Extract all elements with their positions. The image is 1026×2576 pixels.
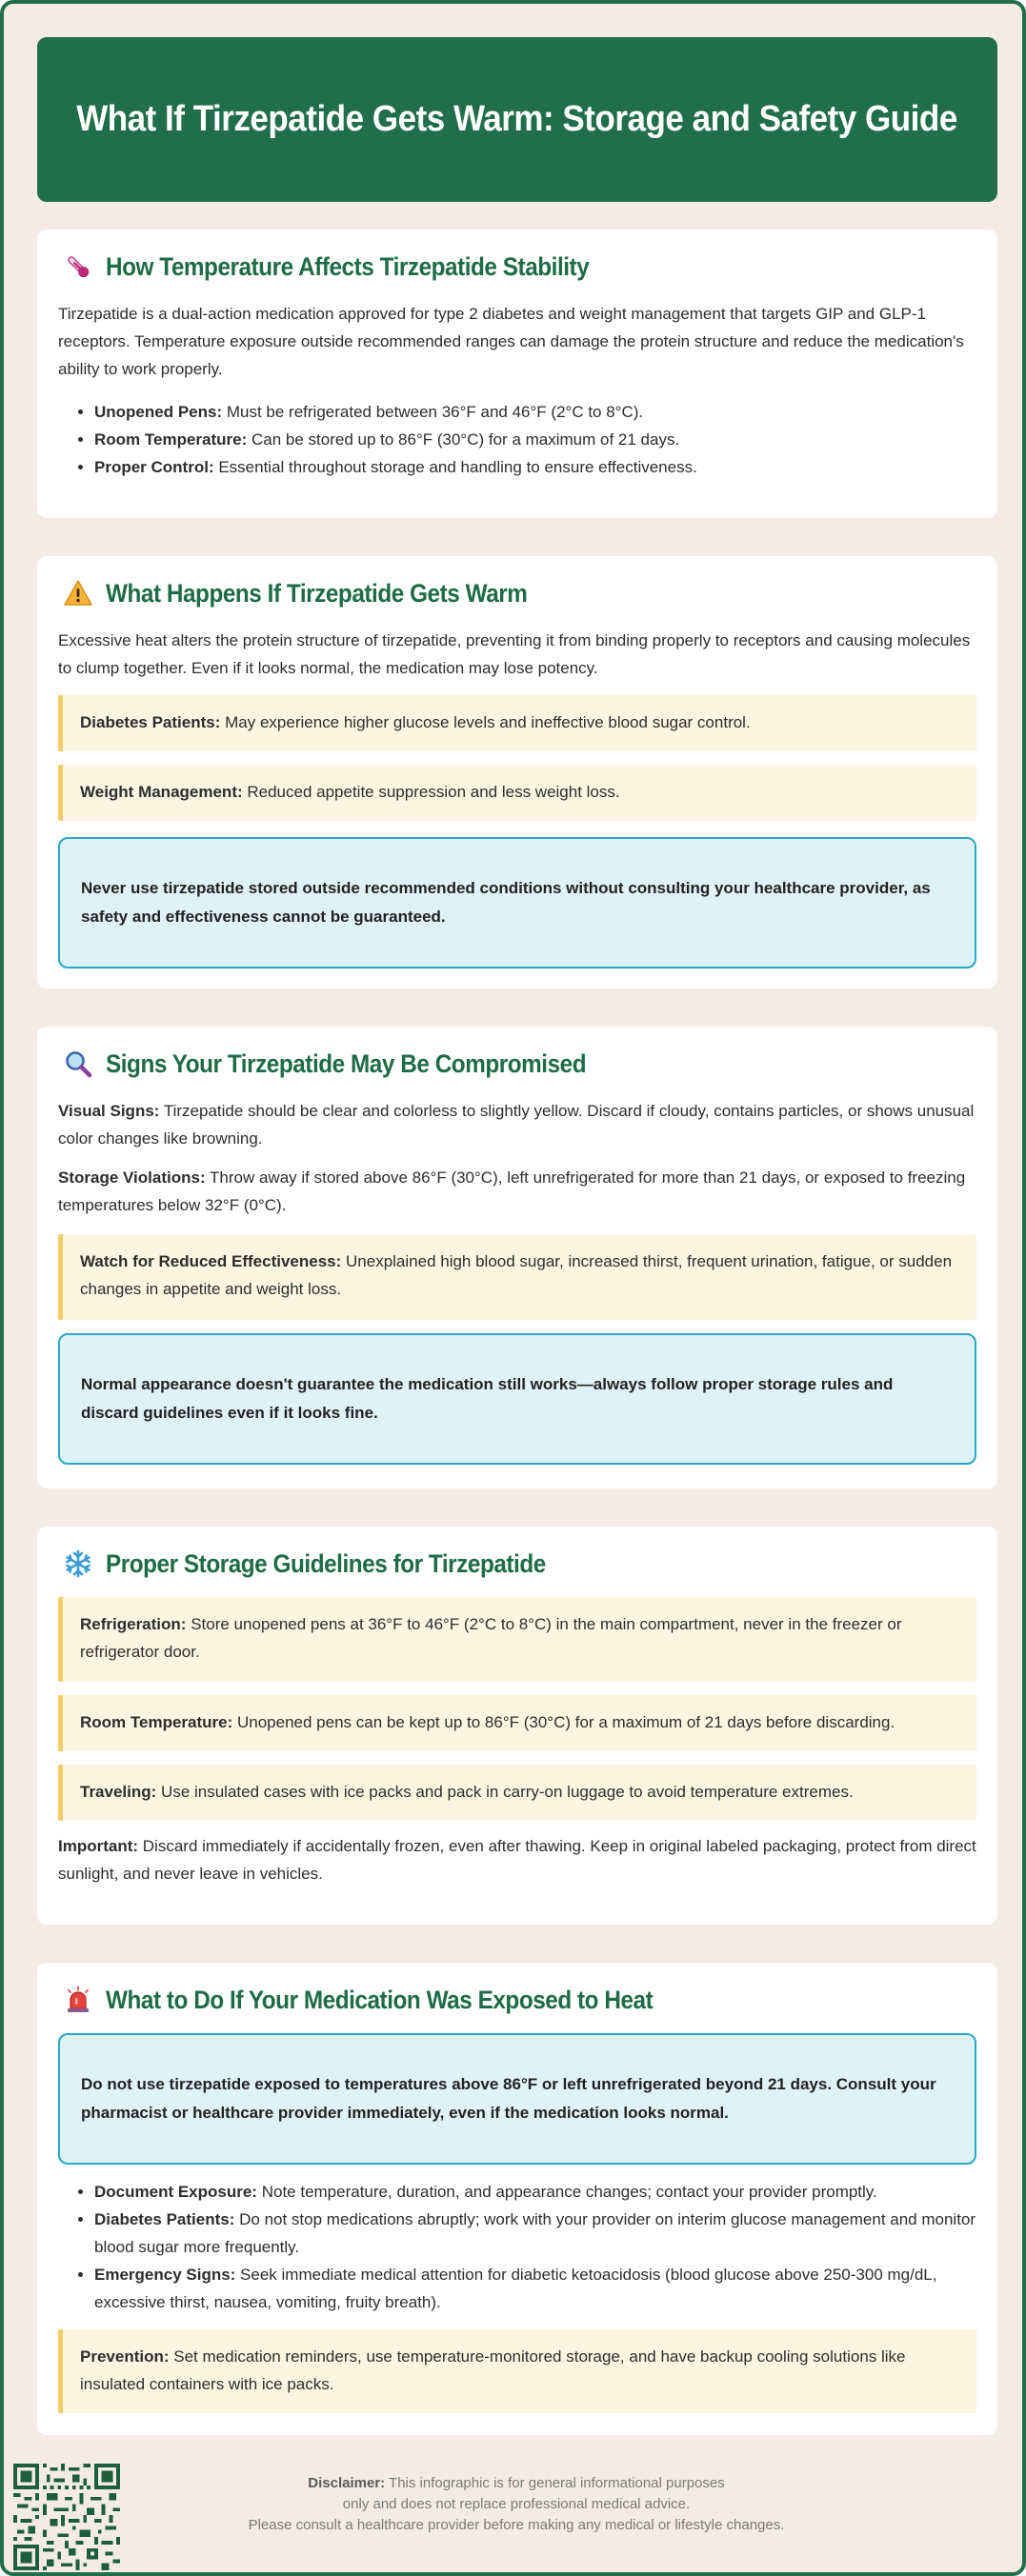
note-text: Never use tirzepatide stored outside recommended conditions without consulting your healthcare provider, as safety and effectiveness cannot be guaranteed. xyxy=(81,879,931,926)
disclaimer-line xyxy=(11,2473,1021,2494)
callout-text: Unexplained high blood sugar, increased thirst, frequent urination, fatigue, or sudden changes in appetite and weight loss. xyxy=(80,1252,953,1298)
section-title: How Temperature Affects Tirzepatide Stability xyxy=(106,251,590,281)
header-banner xyxy=(37,37,997,202)
list-item xyxy=(94,2261,976,2316)
callout-refrigeration xyxy=(58,1597,976,1682)
important-paragraph xyxy=(58,1832,976,1887)
callout-reduced-effectiveness xyxy=(58,1234,976,1320)
disclaimer-text: This infographic is for general informational purposes xyxy=(385,2475,725,2491)
para-text: Throw away if stored above 86°F (30°C), left unrefrigerated for more than 21 days, or exposed to freezing temperatures below 32°F (0°C). xyxy=(58,1168,966,1214)
item-text: Seek immediate medical attention for diabetic ketoacidosis (blood glucose above 250-300 mg/dL, excessive thirst, nausea, vomiting, fruity breath). xyxy=(94,2266,937,2311)
bullet-list xyxy=(58,2178,976,2316)
section-heat-exposure-actions xyxy=(37,1963,997,2435)
section-header xyxy=(58,252,976,281)
section-header xyxy=(58,1986,976,2014)
callout-prevention xyxy=(58,2329,976,2413)
thermometer-icon xyxy=(62,252,94,281)
item-label: Unopened Pens: xyxy=(94,403,223,421)
siren-icon xyxy=(62,1986,94,2014)
list-item xyxy=(94,426,976,453)
section-header xyxy=(58,1549,976,1578)
section-title: What Happens If Tirzepatide Gets Warm xyxy=(106,578,528,608)
note-text: Do not use tirzepatide exposed to temperatures above 86°F or left unrefrigerated beyond 21 days. Consult your pharmacist or healthcare provider immediately, even if the medication looks normal. xyxy=(81,2075,936,2122)
item-text: Essential throughout storage and handling to ensure effectiveness. xyxy=(213,458,697,476)
item-label: Proper Control: xyxy=(94,458,214,476)
list-item xyxy=(94,453,976,481)
section-storage-guidelines xyxy=(37,1527,997,1925)
callout-label: Weight Management: xyxy=(80,783,243,801)
callout-text: Store unopened pens at 36°F to 46°F (2°C to 8°C) in the main compartment, never in the freezer or refrigerator door. xyxy=(80,1615,902,1661)
section-intro: Tirzepatide is a dual-action medication approved for type 2 diabetes and weight management that targets GIP and GLP-1 receptors. Temperature exposure outside recommended ranges can damage the protein structure and reduce the medication's ability to work properly. xyxy=(58,305,964,378)
para-label: Visual Signs: xyxy=(58,1102,160,1120)
section-signs-compromised xyxy=(37,1027,997,1488)
list-item xyxy=(94,2178,976,2206)
callout-text: Set medication reminders, use temperature-monitored storage, and have backup cooling solutions like insulated containers with ice packs. xyxy=(80,2347,906,2393)
item-label: Emergency Signs: xyxy=(94,2266,236,2284)
para-text: Tirzepatide should be clear and colorless to slightly yellow. Discard if cloudy, contains particles, or shows unusual color changes like browning. xyxy=(58,1102,975,1148)
footer xyxy=(11,2464,1021,2574)
page-title: What If Tirzepatide Gets Warm: Storage and Safety Guide xyxy=(76,99,958,139)
callout-label: Diabetes Patients: xyxy=(80,713,221,731)
disclaimer-label: Disclaimer: xyxy=(308,2475,386,2491)
list-item xyxy=(94,398,976,426)
safety-note xyxy=(58,837,976,968)
callout-label: Room Temperature: xyxy=(80,1713,233,1731)
callout-text: Use insulated cases with ice packs and pack in carry-on luggage to avoid temperature extremes. xyxy=(156,1783,854,1801)
callout-text: May experience higher glucose levels and ineffective blood sugar control. xyxy=(220,713,751,731)
section-temperature-stability xyxy=(37,230,997,518)
bullet-list xyxy=(58,398,976,481)
section-title: What to Do If Your Medication Was Exposed to Heat xyxy=(106,1985,654,2014)
disclaimer-line: only and does not replace professional medical advice. xyxy=(342,2496,691,2512)
callout-label: Refrigeration: xyxy=(80,1615,187,1633)
item-text: Can be stored up to 86°F (30°C) for a maximum of 21 days. xyxy=(247,430,680,449)
section-header xyxy=(58,579,976,608)
item-label: Document Exposure: xyxy=(94,2183,257,2201)
callout-label: Prevention: xyxy=(80,2347,170,2366)
callout-room-temperature xyxy=(58,1695,976,1751)
callout-diabetes-patients xyxy=(58,695,976,751)
paragraph-storage-violations xyxy=(58,1164,976,1219)
item-label: Diabetes Patients: xyxy=(94,2210,235,2228)
callout-label: Traveling: xyxy=(80,1783,157,1801)
disclaimer-line: Please consult a healthcare provider before making any medical or lifestyle changes. xyxy=(248,2517,785,2533)
appearance-note xyxy=(58,1333,976,1465)
callout-traveling xyxy=(58,1765,976,1821)
callout-weight-management xyxy=(58,765,976,821)
item-text: Do not stop medications abruptly; work with your provider on interim glucose management and monitor blood sugar more frequently. xyxy=(94,2210,976,2256)
section-intro: Excessive heat alters the protein structure of tirzepatide, preventing it from binding properly to receptors and causing molecules to clump together. Even if it looks normal, the medication may lose potency. xyxy=(58,631,971,677)
magnifier-icon xyxy=(62,1049,94,1078)
para-text: Discard immediately if accidentally frozen, even after thawing. Keep in original labeled packaging, protect from direct sunlight, and never leave in vehicles. xyxy=(58,1837,976,1883)
item-label: Room Temperature: xyxy=(94,430,248,449)
section-gets-warm xyxy=(37,556,997,988)
list-item xyxy=(94,2206,976,2261)
section-title: Signs Your Tirzepatide May Be Compromised xyxy=(106,1048,587,1078)
disclaimer xyxy=(11,2473,1021,2536)
section-title: Proper Storage Guidelines for Tirzepatide xyxy=(106,1548,546,1578)
callout-text: Reduced appetite suppression and less weight loss. xyxy=(242,783,620,801)
item-text: Must be refrigerated between 36°F and 46°F (2°C to 8°C). xyxy=(222,403,644,421)
callout-label: Watch for Reduced Effectiveness: xyxy=(80,1252,342,1270)
item-text: Note temperature, duration, and appearance changes; contact your provider promptly. xyxy=(256,2183,877,2201)
note-text: Normal appearance doesn't guarantee the medication still works—always follow proper storage rules and discard guidelines even if it looks fine. xyxy=(81,1375,894,1422)
do-not-use-note xyxy=(58,2033,976,2165)
snowflake-icon xyxy=(62,1549,94,1578)
callout-text: Unopened pens can be kept up to 86°F (30°C) for a maximum of 21 days before discarding. xyxy=(232,1713,895,1731)
section-header xyxy=(58,1049,976,1078)
paragraph-visual-signs xyxy=(58,1097,976,1152)
para-label: Important: xyxy=(58,1837,139,1855)
para-label: Storage Violations: xyxy=(58,1168,206,1187)
warning-icon xyxy=(62,579,94,608)
